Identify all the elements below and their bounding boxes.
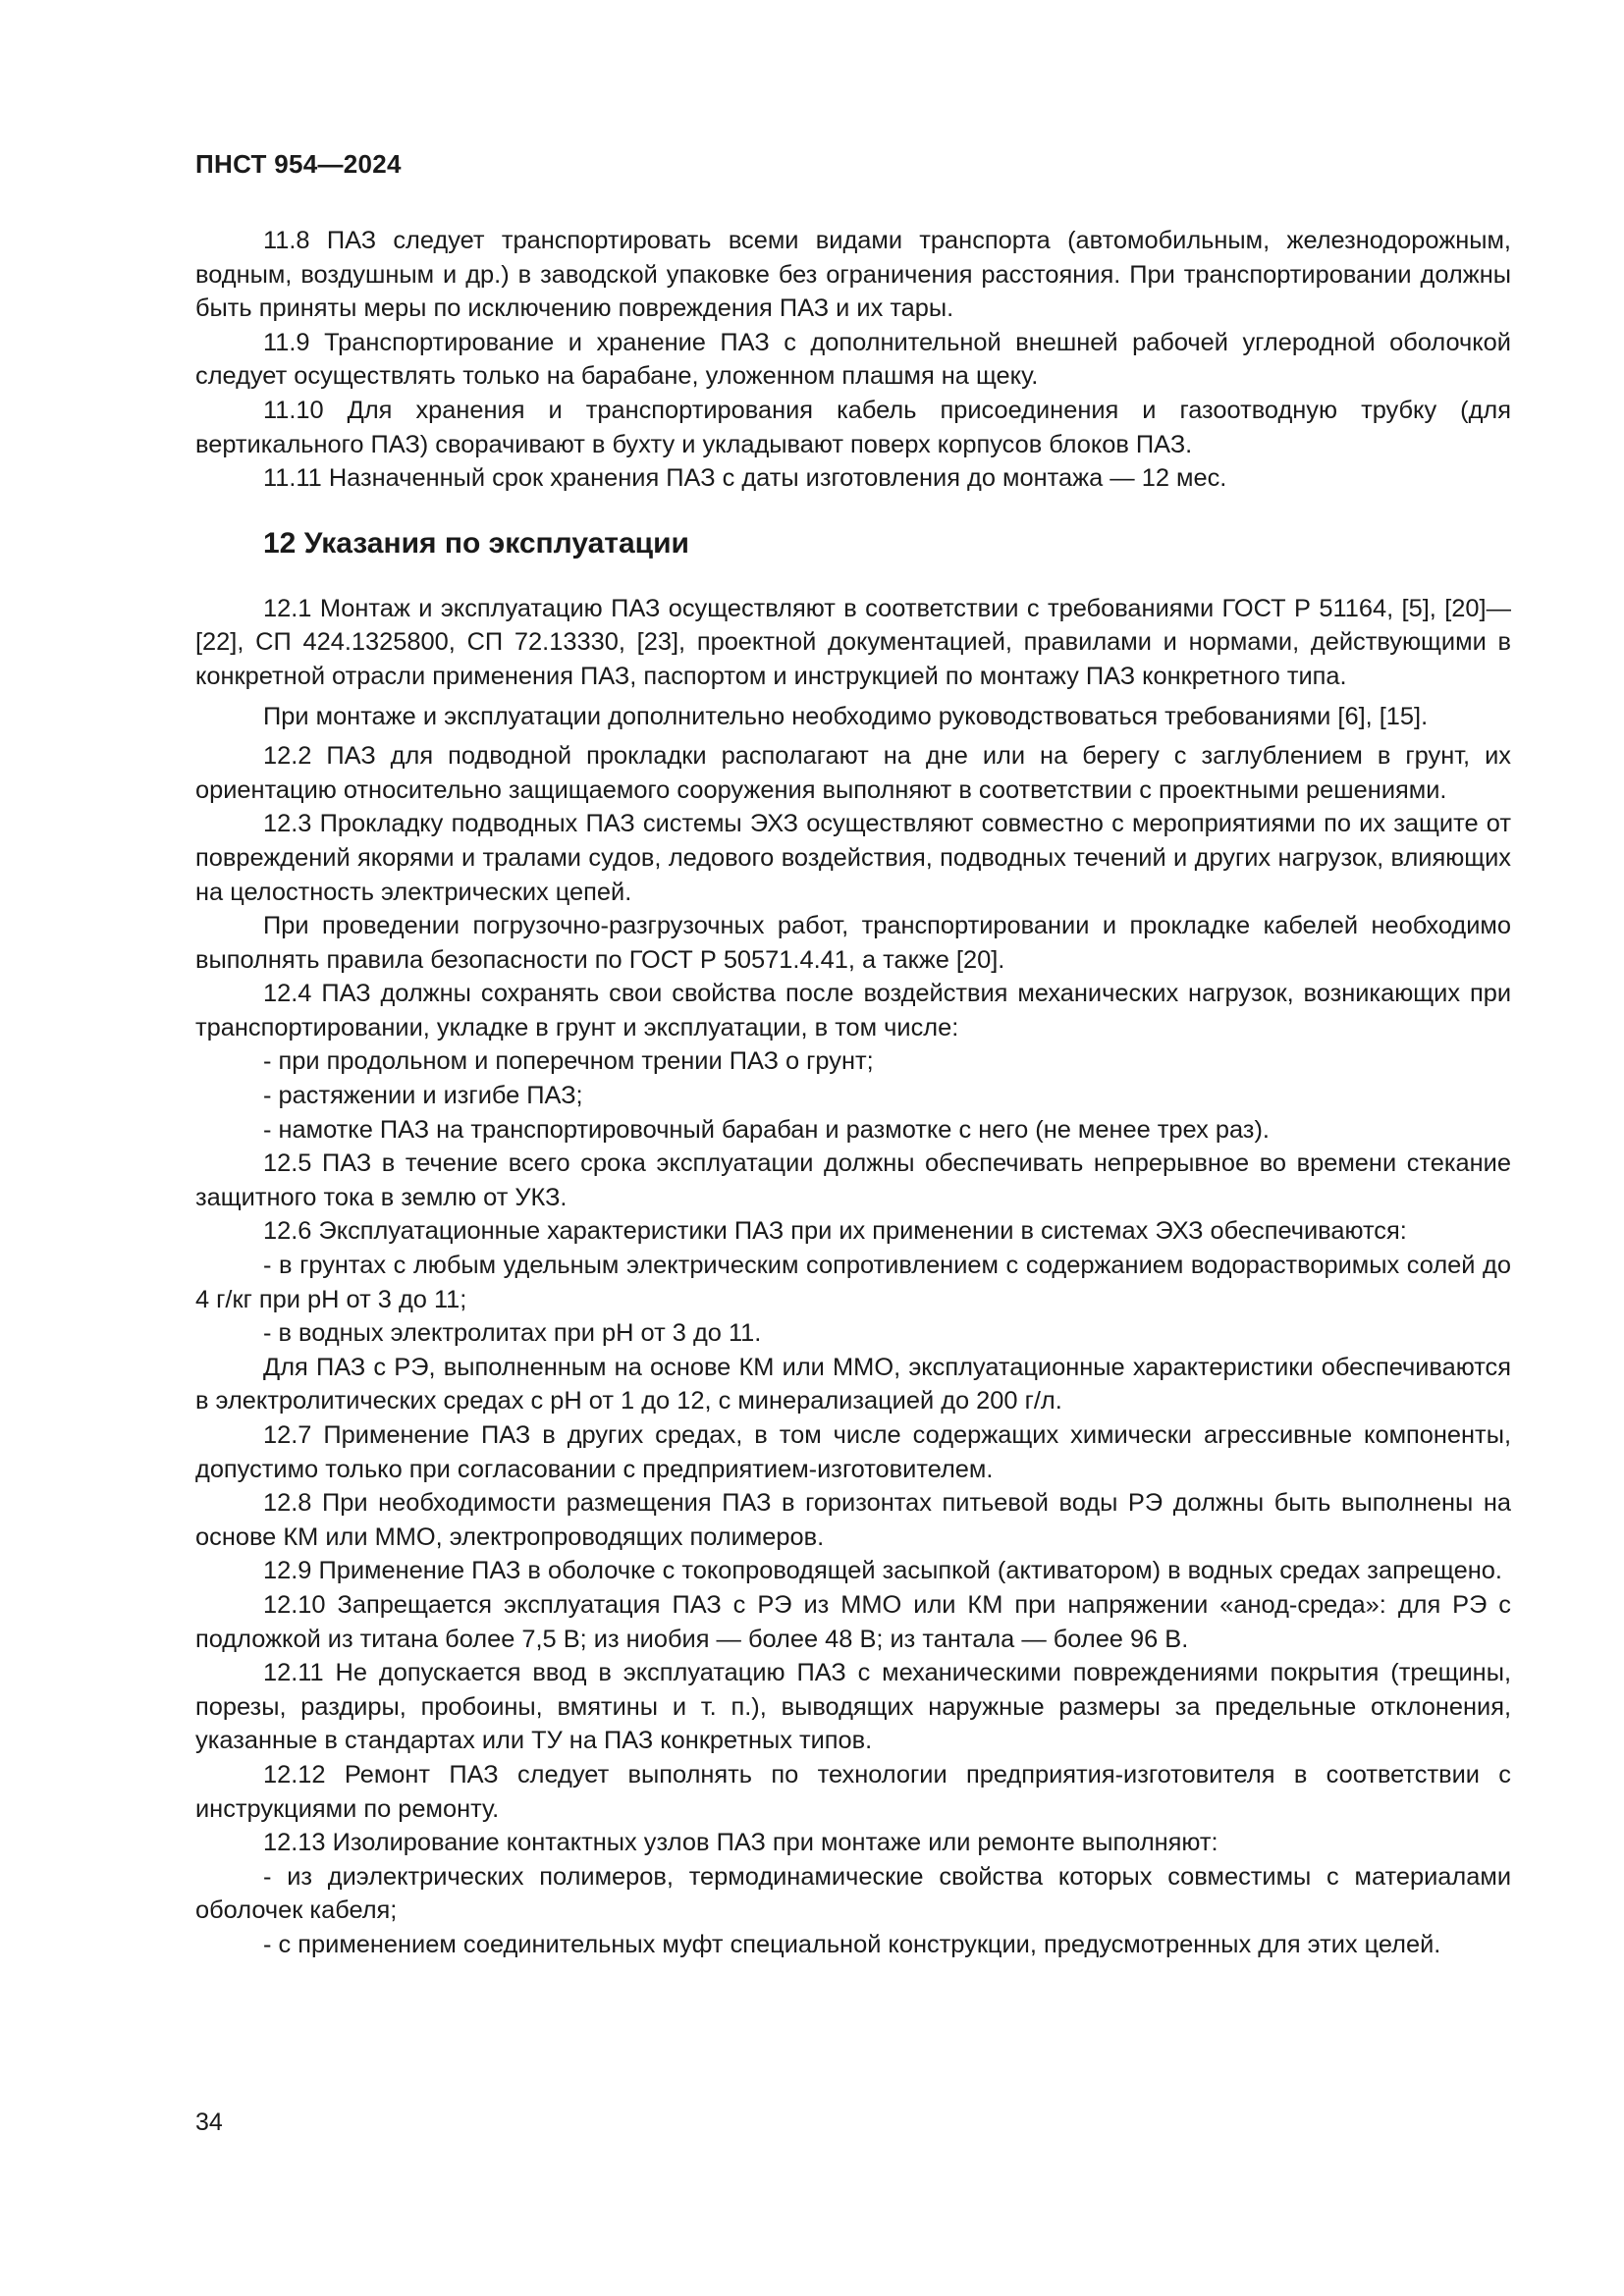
paragraph-12-1-note: При монтаже и эксплуатации дополнительно необходимо руководствоваться требованиями [6], [15]. xyxy=(263,702,1429,730)
list-item: - с применением соединительных муфт специальной конструкции, предусмотренных для этих целей. xyxy=(263,1930,1441,1958)
paragraph-12-4: 12.4 ПАЗ должны сохранять свои свойства после воздействия механических нагрузок, возникающих при транспортировании, укладке в грунт и эксплуатации, в том числе: xyxy=(195,980,1511,1041)
list-item: - в водных электролитах при pH от 3 до 11. xyxy=(263,1319,762,1348)
list-item: - растяжении и изгибе ПАЗ; xyxy=(263,1082,583,1110)
paragraph-12-13: 12.13 Изолирование контактных узлов ПАЗ при монтаже или ремонте выполняют: xyxy=(263,1829,1218,1857)
paragraph-12-8: 12.8 При необходимости размещения ПАЗ в горизонтах питьевой воды РЭ должны быть выполнены на основе КМ или ММО, электропроводящих полимеров. xyxy=(195,1489,1511,1551)
document-body xyxy=(195,224,1511,1962)
paragraph-11-11: 11.11 Назначенный срок хранения ПАЗ с даты изготовления до монтажа — 12 мес. xyxy=(263,464,1227,493)
paragraph-12-5: 12.5 ПАЗ в течение всего срока эксплуатации должны обеспечивать непрерывное во времени стекание защитного тока в землю от УКЗ. xyxy=(195,1149,1511,1211)
list-item: - намотке ПАЗ на транспортировочный барабан и размотке с него (не менее трех раз). xyxy=(263,1115,1270,1144)
paragraph-12-6-note: Для ПАЗ с РЭ, выполненным на основе КМ или ММО, эксплуатационные характеристики обеспечиваются в электролитических средах с pH от 1 до 12, с минерализацией до 200 г/л. xyxy=(195,1353,1511,1415)
paragraph-12-1: 12.1 Монтаж и эксплуатацию ПАЗ осуществляют в соответствии с требованиями ГОСТ Р 51164, [5], [20]—[22], СП 424.1325800, СП 72.13330, [23], проектной документацией, правилами и нормами, действующими в конкретной отрасли применения ПАЗ, паспортом и инструкцией по монтажу ПАЗ конкретного типа. xyxy=(195,594,1511,690)
paragraph-12-6: 12.6 Эксплуатационные характеристики ПАЗ при их применении в системах ЭХЗ обеспечиваются: xyxy=(263,1217,1407,1246)
paragraph-12-2: 12.2 ПАЗ для подводной прокладки располагают на дне или на берегу с заглублением в грунт, их ориентацию относительно защищаемого сооружения выполняют в соответствии с проектными решениями. xyxy=(195,742,1511,804)
paragraph-12-3-note: При проведении погрузочно-разгрузочных работ, транспортировании и прокладке кабелей необходимо выполнять правила безопасности по ГОСТ Р 50571.4.41, а также [20]. xyxy=(195,912,1511,974)
paragraph-12-9: 12.9 Применение ПАЗ в оболочке с токопроводящей засыпкой (активатором) в водных средах запрещено. xyxy=(263,1557,1502,1585)
paragraph-12-3: 12.3 Прокладку подводных ПАЗ системы ЭХЗ осуществляют совместно с мероприятиями по их защите от повреждений якорями и тралами судов, ледового воздействия, подводных течений и других нагрузок, влияющих на целостность электрических цепей. xyxy=(195,810,1511,906)
document-code-header: ПНСТ 954—2024 xyxy=(195,149,402,179)
paragraph-11-10: 11.10 Для хранения и транспортирования кабель присоединения и газоотводную трубку (для вертикального ПАЗ) сворачивают в бухту и укладывают поверх корпусов блоков ПАЗ. xyxy=(195,396,1511,458)
paragraph-12-12: 12.12 Ремонт ПАЗ следует выполнять по технологии предприятия-изготовителя в соответствии с инструкциями по ремонту. xyxy=(195,1760,1511,1823)
paragraph-12-7: 12.7 Применение ПАЗ в других средах, в том числе содержащих химически агрессивные компоненты, допустимо только при согласовании с предприятием-изготовителем. xyxy=(195,1421,1511,1483)
page-number: 34 xyxy=(195,2109,223,2136)
paragraph-12-11: 12.11 Не допускается ввод в эксплуатацию ПАЗ с механическими повреждениями покрытия (трещины, порезы, раздиры, пробоины, вмятины и т. п.), выводящих наружные размеры за предельные отклонения, указанные в стандартах или ТУ на ПАЗ конкретных типов. xyxy=(195,1659,1511,1755)
section-title: 12 Указания по эксплуатации xyxy=(263,526,690,560)
paragraph-11-9: 11.9 Транспортирование и хранение ПАЗ с дополнительной внешней рабочей углеродной оболочкой следует осуществлять только на барабане, уложенном плашмя на щеку. xyxy=(195,328,1511,391)
list-item: - в грунтах с любым удельным электрическим сопротивлением с содержанием водорастворимых солей до 4 г/кг при pH от 3 до 11; xyxy=(195,1252,1511,1313)
paragraph-12-10: 12.10 Запрещается эксплуатация ПАЗ с РЭ из ММО или КМ при напряжении «анод-среда»: для РЭ с подложкой из титана более 7,5 В; из ниобия — более 48 В; из тантала — более 96 В. xyxy=(195,1590,1511,1653)
list-item: - из диэлектрических полимеров, термодинамические свойства которых совместимы с материалами оболочек кабеля; xyxy=(195,1862,1511,1925)
list-item: - при продольном и поперечном трении ПАЗ о грунт; xyxy=(263,1047,874,1076)
paragraph-11-8: 11.8 ПАЗ следует транспортировать всеми видами транспорта (автомобильным, железнодорожным, водным, воздушным и др.) в заводской упаковке без ограничения расстояния. При транспортировании должны быть приняты меры по исключению повреждения ПАЗ и их тары. xyxy=(195,227,1511,323)
